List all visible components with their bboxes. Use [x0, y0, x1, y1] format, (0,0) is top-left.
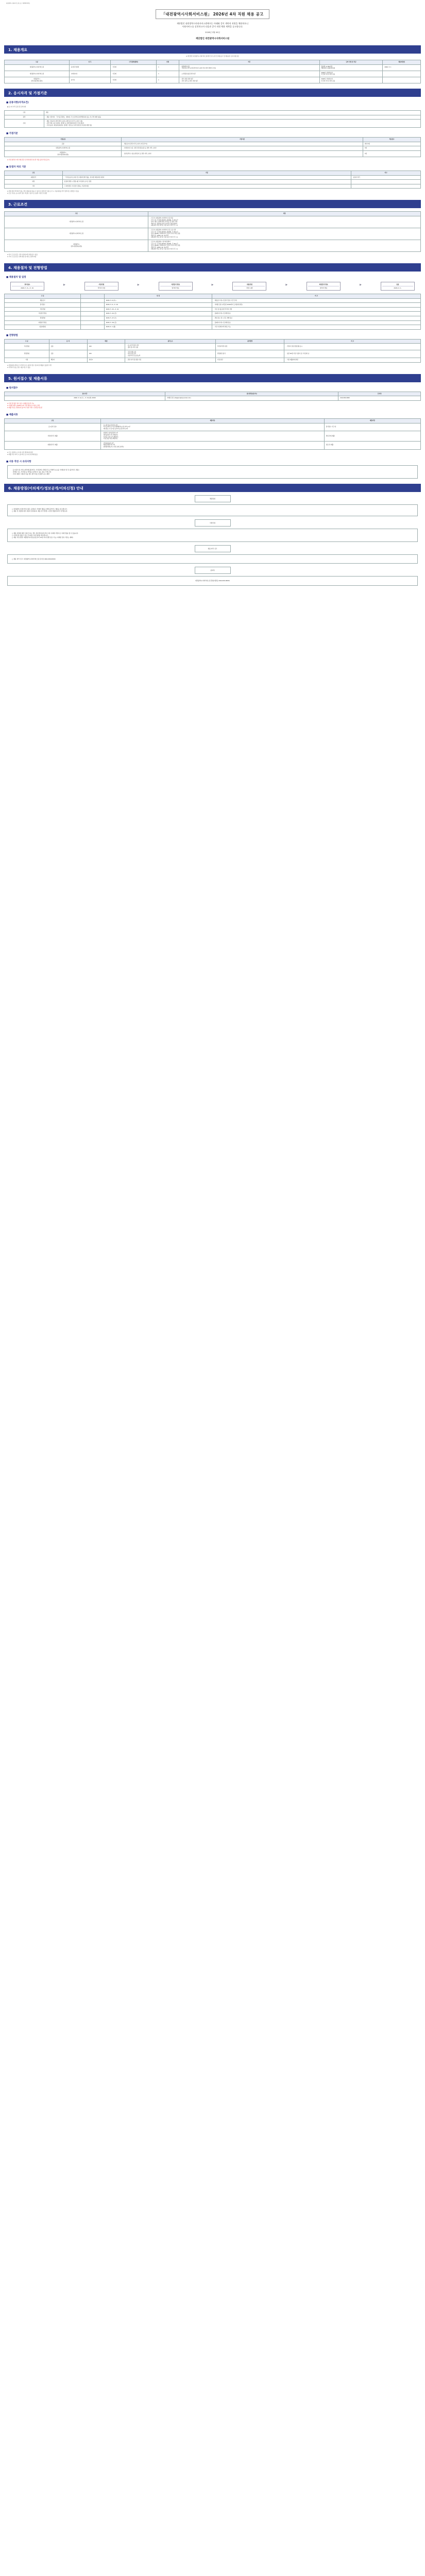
table-cell: 대전광역시사회서비스원: [5, 216, 148, 228]
subheading: ■ 채용절차 및 일정: [6, 276, 26, 279]
table-cell: 공통: [49, 350, 87, 358]
table-cell: 심리사: [69, 77, 110, 83]
table-cell: 대전광역시사회서비스원: [5, 146, 122, 151]
table-cell: [81, 298, 104, 303]
table-cell: 기간제: [111, 64, 157, 71]
table-cell: 원서접수 기간 내: [324, 423, 420, 431]
step-label: 원서접수: [12, 283, 43, 286]
report-text: ○ 채용 비리 신고: 대전광역시사회서비스원 감사실 (042-000-0000): [12, 558, 56, 561]
subheading: ■ 공통사항(자격요건): [6, 101, 29, 105]
table-row: [5, 228, 421, 240]
table-row: [5, 64, 421, 71]
table-row: [5, 303, 421, 308]
table-cell: 구분: [5, 111, 44, 115]
table-cell: 3점: [363, 146, 420, 151]
table-header: 업 무: [69, 60, 110, 65]
table-cell: · 채용 모집분야 관련 경력 보유자 (관련 분야 자격 소지자 우대) · 지역 인재, 보훈 대상자, 장애인 등 관계 법령에 따른 가점 대상자 · 국가유공자, 취업지원대상자, 장애인 가점 등은 관련 법령 및 서류에 의해 적용: [44, 120, 420, 128]
caution-panel: [7, 465, 418, 479]
table-cell: · 직무수행 능력 · 의사소통 능력 · 전문지식 및 응용능력: [125, 350, 216, 358]
table-header: [81, 294, 104, 298]
table-cell: 우대: [5, 120, 44, 128]
table-cell: · 응시자격 충족 여부 · 경력 및 자격 사항: [125, 344, 216, 350]
arrow-right-icon: ▶: [63, 283, 65, 286]
table-cell: 2026. 5. 20.~5. 22.: [104, 307, 212, 312]
table-header: 평가요소: [125, 339, 216, 344]
table-cell: [383, 77, 421, 83]
table-header: 제출기한: [324, 419, 420, 423]
table-cell: 2026. 5. 6.(수)~: [104, 298, 212, 303]
table-header: 적용점수: [363, 138, 420, 142]
table-header: 구분: [5, 419, 101, 423]
subnote: ◆ 응시자 자격 공통 및 유의사항: [7, 106, 26, 108]
table-row: [5, 115, 421, 120]
table-cell: 최종합격: [5, 175, 63, 180]
common-requirements-table: [4, 110, 421, 128]
arrow-right-icon: ▶: [211, 283, 214, 286]
process-step: [159, 282, 193, 291]
table-cell: 기간제: [111, 71, 157, 77]
table-cell: 대전광역시 정서지원센터(대전): [5, 240, 148, 252]
process-step: [10, 282, 44, 291]
table-row: [5, 175, 421, 180]
table-cell: 원서접수: [5, 303, 81, 308]
table-cell: 2026. 5. 6.(수) ~ 5. 19.(화) 18:00: [5, 396, 165, 401]
appeal-text: ○ 채용 과정에 대한 이의가 있는 경우 결과 발표일로부터 7일 이내에 서면으로 이의신청을 할 수 있습니다. ○ 이의신청 내용은 검토 후 10일 이내 결과를 통보합니다. ○ 채용 서류 반환: 최종합격자 발표일로부터 14일 이내 반환 청구 가능 (이메일 접수 서류는 제외): [12, 532, 79, 539]
method-table: [4, 339, 421, 363]
table-cell: 채용공고: [5, 298, 81, 303]
table-row: [5, 320, 421, 325]
table-header: 구 분: [5, 294, 81, 298]
table-cell: 그 외에 경우 이사장이 정하는 기준에 따름: [62, 184, 351, 189]
step-detail: 합격자 발표: [172, 286, 179, 289]
table-row: [5, 423, 421, 431]
table-cell: 2026. 5. 1: [383, 64, 421, 71]
documents-notes: ※ 모든 증명서는 공고일 이후 발급분에 한함 ※ 제출 서류 미비 시 불이익은 응시자 본인에게 있음: [7, 451, 38, 455]
table-header: 구분: [5, 60, 70, 65]
table-cell: 2026. 5. 29.(금): [104, 320, 212, 325]
section-heading: 6. 채용방침(이의제기/정보공개/이의신청) 안내: [4, 484, 421, 492]
section-heading: 5. 원서접수 및 제출서류: [4, 374, 421, 382]
reception-notes: ※ 우편 및 방문 접수 불가, 이메일 접수만 가능 ※ 이메일 제목: [2026년 4차 직원 채용] 응시분야_성명 ※ 제출 서류는 반환하지 않으며, 허위 기재 시 합격을 취소함: [7, 403, 43, 409]
table-cell: · 서류 제출자에 한함: [284, 358, 421, 363]
table-cell: · 채용 이전까지 「국가공무원법」 제33조 각 호 결격사유에 해당하지 않는 자 (국적 제한 없음): [44, 115, 420, 120]
table-header: 구분: [5, 171, 63, 176]
table-cell: · 응시원서(소정 양식) 1부 · 자기소개서 및 직무수행계획서(소정 양식) 1부 · 개인정보 수집·이용 동의서(소정 양식) 1부: [101, 423, 325, 431]
table-cell: [81, 320, 104, 325]
table-cell: [81, 312, 104, 316]
table-cell: 가점: [5, 358, 49, 363]
conditions-table: [4, 211, 421, 252]
table-cell: 공통: [5, 142, 122, 146]
table-header: 평가방법: [215, 339, 284, 344]
bonus-note: ※ 가점 항목이 여러 개일 경우 유리한 항목 하나만 적용 (중복 적용 불가): [7, 159, 49, 161]
section-heading: 1. 채용개요: [4, 45, 421, 54]
schedule-table: [4, 294, 421, 330]
table-header: 제출서류: [101, 419, 325, 423]
table-row: [5, 350, 421, 358]
table-cell: 면접위원 평가: [215, 350, 284, 358]
table-row: [5, 325, 421, 330]
step-label: 서류전형: [86, 283, 117, 286]
table-cell: · 서류 심사를 통한 적격자 선정: [212, 307, 421, 312]
table-cell: 월평액: 4,369천원 채용예정: 2026.05.00: [319, 64, 383, 71]
table-header: 직무: [179, 60, 319, 65]
table-cell: 동점자 처리: [351, 175, 421, 180]
table-header: 기준: [62, 171, 351, 176]
table-header: 내용: [148, 212, 421, 216]
table-cell: 해당자: [49, 358, 87, 363]
table-cell: 서류합격 후 제출: [5, 431, 101, 441]
table-header: 비고: [351, 171, 421, 176]
documents-table: [4, 418, 421, 450]
table-header: 접수기간: [5, 392, 165, 396]
overview-table: [4, 60, 421, 83]
table-cell: 1: [157, 64, 179, 71]
table-cell: 공통: [49, 344, 87, 350]
table-header: 비 고: [212, 294, 421, 298]
section-eligibility: [4, 89, 421, 195]
table-cell: 이메일 접수 (daejeon@dj-social.or.kr): [165, 396, 338, 401]
caution-text: · 응시원서 및 자기소개서에 출신학교, 가족관계, 신체조건 등 차별적 요소를 기재하지 말 것 (블라인드 채용) · 이메일 주소, 학교명 등 학력을 유추할 수 있는 정보 기재 금지 · 기재 사항이 사실과 다를 경우 합격 취소 및 향후 응시 제한: [12, 468, 79, 475]
table-header: 문의처: [338, 392, 421, 396]
section-policy: [4, 484, 421, 585]
table-header: 가점분류: [5, 138, 122, 142]
table-cell: 대전광역시사회서비스원: [5, 64, 70, 71]
table-cell: · 채용 분야 관련 자격 소지자 (가점 부여): [122, 142, 363, 146]
table-cell: · 기관 사정에 따라 변동 가능: [212, 325, 421, 330]
section-caption: ※ 재단법인 대전광역시사회서비스원에서 당사 공인 및 채용공고 및 채용분류 유의사항 참조: [185, 56, 240, 57]
table-cell: 1: [157, 71, 179, 77]
table-cell: [351, 184, 421, 189]
table-cell: · 관련 자격 및 법정 가점: [125, 358, 216, 363]
process-flow: [10, 282, 415, 291]
subheading: ■ 서류 작성 시 유의사항: [6, 460, 31, 463]
table-cell: 100: [87, 350, 125, 358]
table-cell: · 적격자 전원 면접전형 응시: [284, 344, 421, 350]
contact-label: 문의처: [195, 567, 231, 574]
table-cell: · 면접 장소 및 시간은 개별 통보: [212, 316, 421, 320]
process-step: [307, 282, 341, 291]
table-row: [5, 111, 421, 115]
table-cell: [81, 316, 104, 320]
table-cell: 면접 당일 제출: [324, 431, 420, 441]
notice-date: 2026년 3월 00일: [205, 31, 220, 33]
table-row: [5, 142, 421, 146]
table-row: [5, 344, 421, 350]
section-process: [4, 263, 421, 369]
appeal-label: 이의신청: [195, 519, 231, 527]
table-cell: [351, 180, 421, 184]
table-cell: 「국가유공자 등 예우 및 지원에 관한 법률」에 따른 취업지원 대상자: [62, 175, 351, 180]
table-cell: 가점 합산: [215, 358, 284, 363]
table-cell: 3점: [363, 150, 420, 157]
step-detail: 면접 시행: [246, 286, 253, 289]
table-row: [5, 120, 421, 128]
table-cell: · 홈페이지 게시 및 개별 통보: [212, 312, 421, 316]
step-detail: 2026. 6. 1.: [394, 286, 402, 289]
tie-notes: ※ 면접 결과 적격자가 없는 경우 채용하지 않을 수 있으며, 합격자가 임용 포기 시 차순위자를 추가 합격자로 결정할 수 있음 ※ 모든 서류는 응시원서 접수 마감일 기준으로 유효한 서류만 인정함: [7, 191, 79, 195]
table-header: 구분: [5, 212, 148, 216]
intro-text: 재단법인 대전광역시사회서비스원에서는 아래와 같이 계약직 직원을 채용하오니 사회서비스를 실천하고자 다음과 같이 직원 채용 계획을 공고합니다.: [176, 22, 248, 28]
table-cell: · 채용공고 게시 및 원서 접수 기간 안내: [212, 298, 421, 303]
table-cell: 042-000-0000: [338, 396, 421, 401]
subheading: ■ 동점자 처리 기준: [6, 166, 26, 169]
subheading: ■ 전형방법: [6, 334, 18, 337]
table-cell: 2026년 사회복지사 인건비 가이드라인 준용: [319, 71, 383, 77]
table-cell: 최대 5점: [363, 142, 420, 146]
table-cell: · 근무지: 대전광역시사회서비스원 본원 · 근무시간: 주 5일 (09:00~18:00), 주 40시간 · 급여: 재단 규정에 따름 (기본급 및 각종 수당) · 계약기간: 채용일로부터 육아휴직 종료일까지 · 4대보험 가입, 퇴직금 지급 (1년 이상 근무 시): [148, 216, 421, 228]
table-cell: 면접전형: [5, 350, 49, 358]
policy-text: ○ 대전광역시사회서비스원은 공정하고 투명한 채용을 위해 블라인드 채용을 실시합니다. ○ 채용 전 과정에 외부 위원이 참여하며, 채용 비리 발생 시 관련 법령에 따라 처리합니다.: [12, 508, 68, 513]
table-row: [5, 184, 421, 189]
section-heading: 3. 근로조건: [4, 200, 421, 208]
reception-table: [4, 392, 421, 401]
table-cell: 서류전형: [5, 307, 81, 312]
table-cell: 임용예정일: [5, 325, 81, 330]
table-row: [5, 358, 421, 363]
table-cell: · 최종학교 졸업증명서 1부 · 경력증명서 1부 (해당자) · 자격증 사본 1부 (해당자) · 가점 증빙 서류 (해당자): [101, 431, 325, 441]
appeal-panel: [7, 529, 418, 543]
page-title: 「대전광역시사회서비스원」 2026년 4차 직원 채용 공고: [156, 9, 269, 19]
notice-number: 대전광역시사회서비스원 공고 제2026-00호: [6, 3, 30, 4]
table-header: 급여 산정 및 직급: [319, 60, 383, 65]
table-cell: 최종합격 발표: [5, 320, 81, 325]
table-cell: 2026. 5. 22.(금): [104, 312, 212, 316]
table-row: [5, 180, 421, 184]
organization-name: 재단법인 대전광역시사회서비스원: [195, 38, 230, 40]
table-header: 채용예정일: [383, 60, 421, 65]
table-row: [5, 312, 421, 316]
table-cell: 결격: [5, 115, 44, 120]
table-header: 구 분: [5, 339, 49, 344]
contact-panel: [7, 576, 418, 585]
table-header: 가점기준: [122, 138, 363, 142]
header: [102, 9, 324, 40]
table-cell: 최대 5: [87, 358, 125, 363]
step-label: 임용: [382, 283, 413, 286]
table-row: [5, 71, 421, 77]
step-detail: 적격자 선정: [97, 286, 105, 289]
subheading: ■ 제출서류: [6, 414, 18, 417]
contact-text: 대전광역시사회서비스원 경영지원팀 (042-000-0000): [195, 580, 230, 582]
step-detail: 합격자 발표: [319, 286, 328, 289]
table-header: 비 고: [284, 339, 421, 344]
table-cell: · 근무지: 대전광역시사회서비스원 소속 기관 · 근무시간: 주 5일 (09:00~18:00), 주 40시간 · 급여: 2026년 사회복지사 인건비 가이드라인 준용 · 계약기간: 2026. 12. 31.까지 · 4대보험 가입, 퇴직금 지급 (1년 이상 근무 시): [148, 228, 421, 240]
policy-label: 채용방침: [195, 495, 231, 502]
table-row: [5, 298, 421, 303]
table-header: 일 정: [104, 294, 212, 298]
table-cell: 100: [87, 344, 125, 350]
table-cell: · 일반행정 업무 · 직원교육·관리 등에 관한 업무 (1회 이상 관련 경력자 우대): [179, 64, 319, 71]
table-cell: 육아휴직대체: [69, 64, 110, 71]
table-cell: 대전광역시사회서비스원: [5, 71, 70, 77]
report-panel: [7, 554, 418, 564]
table-row: [5, 316, 421, 320]
table-cell: 동점자 발생 시 면접시험 고득점자 순으로 결정: [62, 180, 351, 184]
section-application: [4, 374, 421, 479]
section-overview: [4, 45, 421, 83]
process-step: [381, 282, 415, 291]
table-header: 배점: [87, 339, 125, 344]
section-heading: 2. 응시자격 및 가점기준: [4, 89, 421, 97]
table-cell: 응시원서 접수: [5, 423, 101, 431]
table-cell: 임용 전 제출: [324, 441, 420, 449]
process-step: [84, 282, 118, 291]
conditions-notes: ※ 상기 근로조건은 기관 사정에 따라 변동될 수 있음 ※ 기타 근로조건은 관계 법령 및 재단 규정에 따름: [7, 253, 38, 258]
section-heading: 4. 채용절차 및 전형방법: [4, 263, 421, 272]
table-row: [5, 431, 421, 441]
table-cell: · 이메일 접수 (마감일 18:00까지 도착분에 한함): [212, 303, 421, 308]
table-cell: 대상: [5, 180, 63, 184]
table-row: [5, 396, 421, 401]
table-cell: · 노인맞춤 돌봄 관련 업무: [179, 71, 319, 77]
table-cell: [81, 325, 104, 330]
table-cell: 2026. 5. 27.(수): [104, 316, 212, 320]
table-row: [5, 77, 421, 83]
table-cell: · 평균 60점 이상 득점자 중 고득점자 순: [284, 350, 421, 358]
table-cell: 대전광역시 정서지원센터(대전): [5, 77, 70, 83]
table-cell: · 주민등록등본 1부 · 채용신체검사서 1부 · 범죄경력회보서 (기관 조회 동의서): [101, 441, 325, 449]
table-cell: · 사회복지사 1급, 정신건강전문요원 등 관련 자격 소지자: [122, 146, 363, 151]
table-cell: 면접전형: [5, 316, 81, 320]
tie-table: [4, 171, 421, 189]
table-cell: 2026. 5. 6.~5. 19.: [104, 303, 212, 308]
table-cell: · 홈페이지 게시 및 개별 통보: [212, 320, 421, 325]
table-header: 접수방법(접수처): [165, 392, 338, 396]
step-label: 면접전형: [234, 283, 265, 286]
process-step: [232, 282, 266, 291]
table-cell: [81, 307, 104, 312]
table-cell: 적격/부적격 판정: [215, 344, 284, 350]
recruitment-notice: [0, 0, 425, 591]
table-cell: 2026년 사회복지사 인건비 가이드라인 준용: [319, 77, 383, 83]
step-label: 최종합격 발표: [308, 283, 339, 286]
bonus-table: [4, 137, 421, 157]
subheading: ■ 원서접수: [6, 386, 18, 389]
table-header: 분 야: [49, 339, 87, 344]
table-cell: 내용: [44, 111, 420, 115]
table-cell: 1: [157, 77, 179, 83]
table-cell: · 정서 상담 관련 업무 · 성인 심리 등 관련 사업 업무: [179, 77, 319, 83]
arrow-right-icon: ▶: [285, 283, 288, 286]
table-cell: 최종합격 후 제출: [5, 441, 101, 449]
table-row: [5, 240, 421, 252]
table-cell: 서류전형: [5, 344, 49, 350]
policy-panel: [7, 504, 418, 516]
table-cell: 2026. 6. 1.(월): [104, 325, 212, 330]
table-row: [5, 216, 421, 228]
table-cell: 대전광역시사회서비스원: [5, 228, 148, 240]
table-header: 인원: [157, 60, 179, 65]
table-row: [5, 146, 421, 151]
table-cell: 기간제: [111, 77, 157, 83]
table-cell: 기타: [5, 184, 63, 189]
table-cell: [383, 71, 421, 77]
report-label: 채용 비리 신고: [195, 545, 231, 552]
table-cell: · 근무지: 대전광역시 정서지원센터 · 근무시간: 주 5일 (09:00~18:00), 주 40시간 · 급여: 2026년 사회복지사 인건비 가이드라인 준용 · 계약기간: 2026. 12. 31.까지 · 4대보험 가입, 퇴직금 지급 (1년 이상 근무 시): [148, 240, 421, 252]
step-detail: 2026. 5. 6.~5. 19.: [21, 286, 34, 289]
method-notes: ※ 면접위원 과반수가 '부적격'으로 평가한 경우 점수와 관계없이 불합격 처리 ※ 적격자가 없는 경우 재공고할 수 있음: [7, 364, 52, 368]
table-row: [5, 441, 421, 449]
table-cell: 대전광역시 정서지원센터(대전): [5, 150, 122, 157]
table-cell: 서류합격 발표: [5, 312, 81, 316]
arrow-right-icon: ▶: [360, 283, 362, 286]
table-cell: 사회복지사: [69, 71, 110, 77]
table-cell: [81, 303, 104, 308]
section-conditions: [4, 200, 421, 258]
table-cell: · 임상심리사, 청소년상담사 등 관련 자격 소지자: [122, 150, 363, 157]
table-row: [5, 150, 421, 157]
arrow-right-icon: ▶: [137, 283, 140, 286]
table-header: 근무형태(형태): [111, 60, 157, 65]
subheading: ■ 가점기준: [6, 132, 18, 135]
step-label: 서류합격 발표: [160, 283, 191, 286]
table-row: [5, 307, 421, 312]
